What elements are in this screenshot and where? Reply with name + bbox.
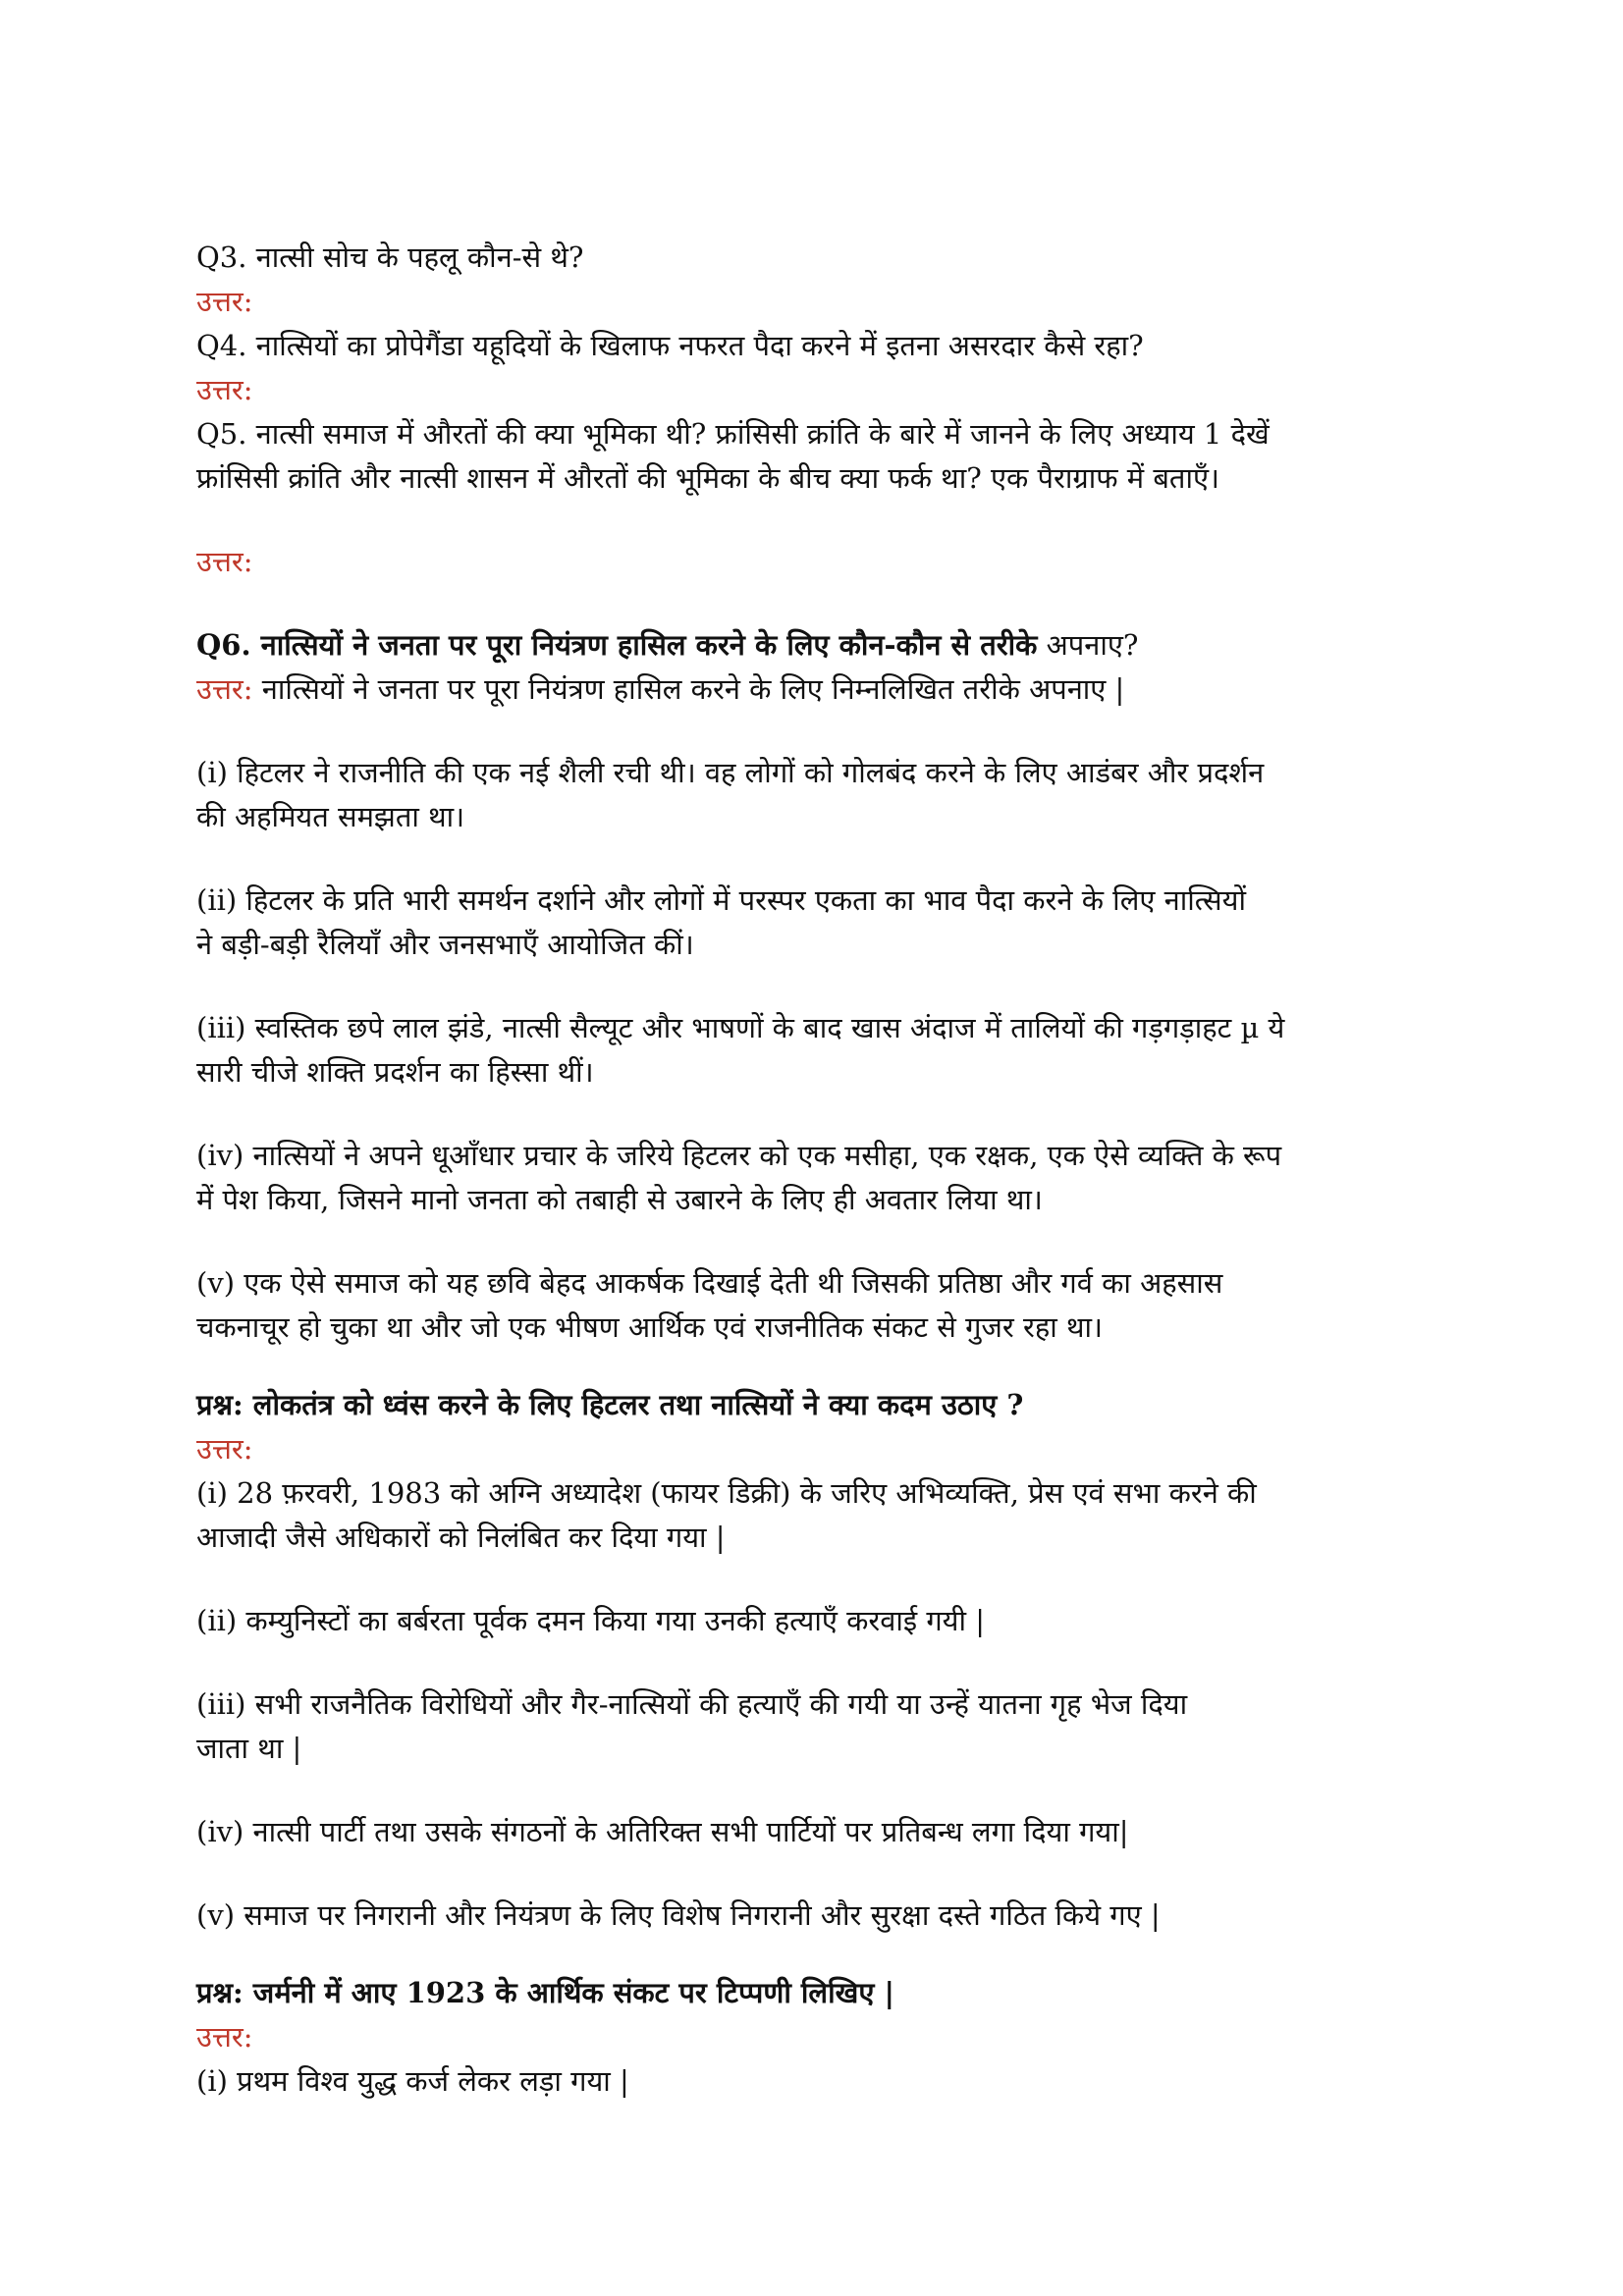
q6-point-5-line2: चकनाचूर हो चुका था और जो एक भीषण आर्थिक एवं राजनीतिक संकट से गुजर रहा था। bbox=[196, 1310, 1104, 1344]
question-q3: Q3. नात्सी सोच के पहलू कौन-से थे? bbox=[196, 240, 584, 274]
question-q6 bbox=[196, 623, 1434, 667]
question-economic-crisis: प्रश्न: जर्मनी में आए 1923 के आर्थिक संकट पर टिप्पणी लिखिए | bbox=[196, 1976, 895, 2009]
question-q6-rest: अपनाए? bbox=[1037, 628, 1139, 662]
q7-point-4-line1: (iv) नात्सी पार्टी तथा उसके संगठनों के अतिरिक्त सभी पार्टियों पर प्रतिबन्ध लगा दिया गया| bbox=[196, 1815, 1129, 1848]
answer-label-democracy: उत्तर: bbox=[196, 1432, 253, 1466]
q7-point-3-line2: जाता था | bbox=[196, 1732, 302, 1765]
question-democracy: प्रश्न: लोकतंत्र को ध्वंस करने के लिए हिटलर तथा नात्सियों ने क्या कदम उठाए ? bbox=[196, 1388, 1024, 1421]
q6-point-3-line2: सारी चीजे शक्ति प्रदर्शन का हिस्सा थीं। bbox=[196, 1055, 594, 1089]
q6-point-5-line1: (v) एक ऐसे समाज को यह छवि बेहद आकर्षक दिखाई देती थी जिसकी प्रतिष्ठा और गर्व का अहसास bbox=[196, 1266, 1223, 1300]
q6-point-2-line1: (ii) हिटलर के प्रति भारी समर्थन दर्शाने और लोगों में परस्पर एकता का भाव पैदा करने के लिए नात्सियों bbox=[196, 883, 1246, 917]
answer-label-q5: उत्तर: bbox=[196, 545, 253, 578]
q6-point-1-line2: की अहमियत समझता था। bbox=[196, 800, 465, 833]
q6-point-3-line1: (iii) स्वस्तिक छपे लाल झंडे, नात्सी सैल्यूट और भाषणों के बाद खास अंदाज में तालियों की गड़गड़ाहट µ ये bbox=[196, 1011, 1285, 1044]
q7-point-1-line1: (i) 28 फ़रवरी, 1983 को अग्नि अध्यादेश (फायर डिक्री) के जरिए अभिव्यक्ति, प्रेस एवं सभा करने की bbox=[196, 1476, 1257, 1510]
question-q4: Q4. नात्सियों का प्रोपेगैंडा यहूदियों के खिलाफ नफरत पैदा करने में इतना असरदार कैसे रहा? bbox=[196, 329, 1144, 362]
q6-point-1-line1: (i) हिटलर ने राजनीति की एक नई शैली रची थी। वह लोगों को गोलबंद करने के लिए आडंबर और प्रदर्शन bbox=[196, 756, 1265, 789]
question-q5-line1: Q5. नात्सी समाज में औरतों की क्या भूमिका थी? फ्रांसिसी क्रांति के बारे में जानने के लिए अध्याय 1 देखें bbox=[196, 417, 1270, 451]
question-q5-line2: फ्रांसिसी क्रांति और नात्सी शासन में औरतों की भूमिका के बीच क्या फर्क था? एक पैराग्राफ में बताएँ। bbox=[196, 461, 1219, 495]
q7-point-1-line2: आजादी जैसे अधिकारों को निलंबित कर दिया गया | bbox=[196, 1521, 726, 1554]
answer-label-q3: उत्तर: bbox=[196, 285, 253, 318]
question-q6-bold: Q6. नात्सियों ने जनता पर पूरा नियंत्रण हासिल करने के लिए कौन-कौन से तरीके bbox=[196, 628, 1038, 662]
answer-label-q4: उत्तर: bbox=[196, 373, 253, 406]
q6-point-4-line1: (iv) नात्सियों ने अपने धूआँधार प्रचार के जरिये हिटलर को एक मसीहा, एक रक्षक, एक ऐसे व्यक्ति के रूप bbox=[196, 1139, 1282, 1172]
document-page bbox=[196, 236, 1434, 2104]
answer-label-economic-crisis: उत्तर: bbox=[196, 2020, 253, 2054]
q7-point-5-line1: (v) समाज पर निगरानी और नियंत्रण के लिए विशेष निगरानी और सुरक्षा दस्ते गठित किये गए | bbox=[196, 1898, 1161, 1932]
q7-point-2-line1: (ii) कम्युनिस्टों का बर्बरता पूर्वक दमन किया गया उनकी हत्याएँ करवाई गयी | bbox=[196, 1604, 985, 1637]
q7-point-3-line1: (iii) सभी राजनैतिक विरोधियों और गैर-नात्सियों की हत्याएँ की गयी या उन्हें यातना गृह भेज दिया bbox=[196, 1687, 1188, 1721]
q8-point-1: (i) प्रथम विश्व युद्ध कर्ज लेकर लड़ा गया | bbox=[196, 2064, 629, 2098]
q6-point-2-line2: ने बड़ी-बड़ी रैलियाँ और जनसभाएँ आयोजित कीं। bbox=[196, 928, 694, 961]
answer-label-q6: उत्तर: bbox=[196, 672, 253, 706]
answer-q6-intro bbox=[196, 667, 1434, 712]
answer-q6-intro-text: नात्सियों ने जनता पर पूरा नियंत्रण हासिल करने के लिए निम्नलिखित तरीके अपनाए | bbox=[252, 672, 1125, 706]
q6-point-4-line2: में पेश किया, जिसने मानो जनता को तबाही से उबारने के लिए ही अवतार लिया था। bbox=[196, 1183, 1043, 1216]
